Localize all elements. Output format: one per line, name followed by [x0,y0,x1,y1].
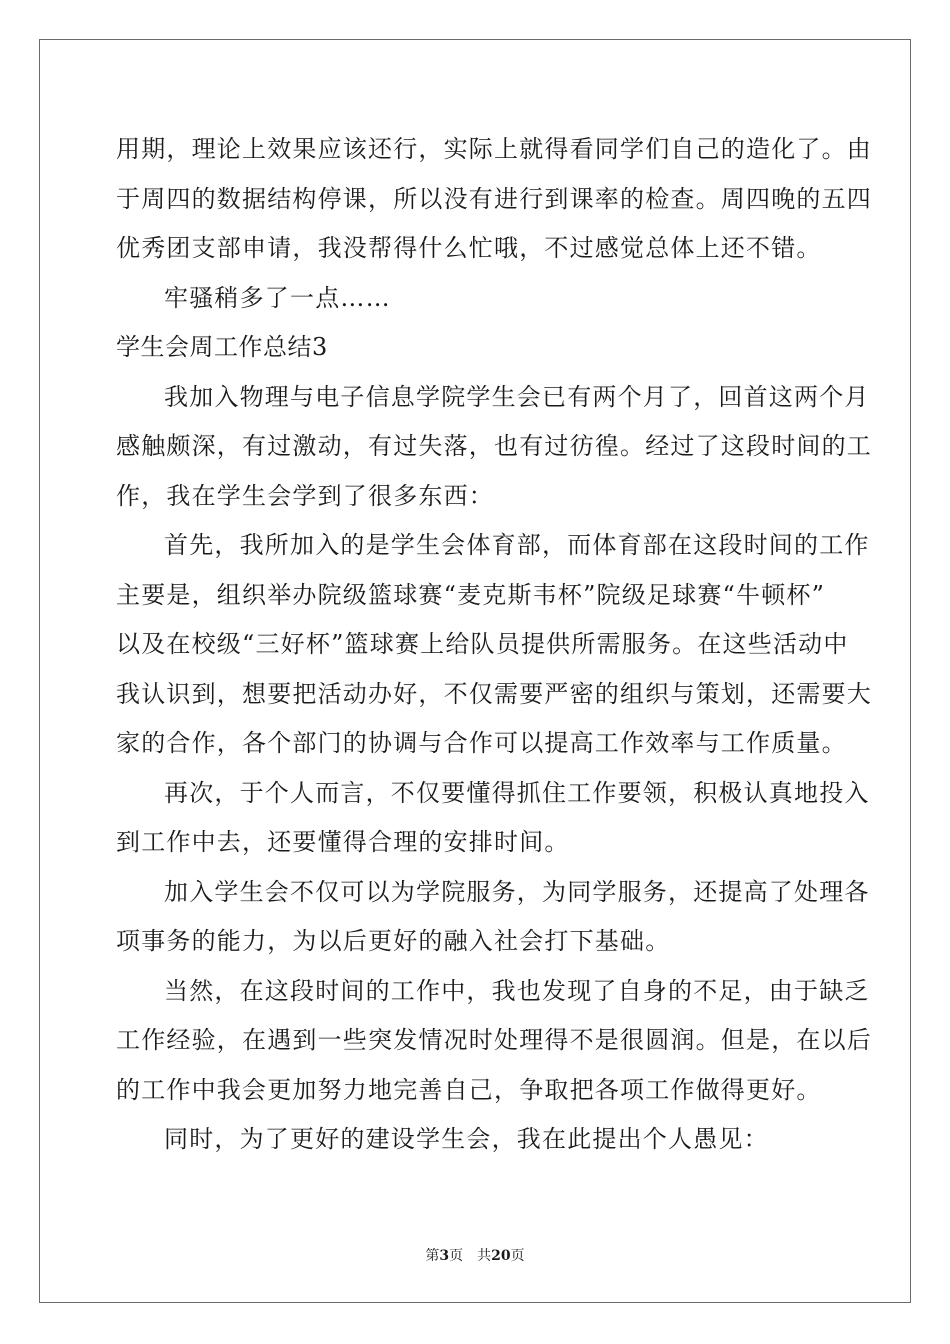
text-line-14: 再次，于个人而言，不仅要懂得抓住工作要领，积极认真地投入 [164,778,870,807]
page-prefix: 第 [425,1248,440,1264]
text-line-16: 加入学生会不仅可以为学院服务，为同学服务，还提高了处理各 [164,877,870,906]
page-suffix: 页 [449,1248,464,1264]
text-line-13: 家的合作，各个部门的协调与合作可以提高工作效率与工作质量。 [116,729,847,757]
text-line-3: 优秀团支部申请，我没帮得什么忙哦，不过感觉总体上还不错。 [116,234,822,262]
total-pages: 20 [491,1248,511,1264]
text-line-21: 同时，为了更好的建设学生会，我在此提出个人愚见： [164,1125,769,1153]
document-body [116,125,872,1165]
text-line-1: 用期，理论上效果应该还行，实际上就得看同学们自己的造化了。由 [116,135,872,163]
total-suffix: 页 [510,1248,525,1264]
text-line-9: 首先，我所加入的是学生会体育部，而体育部在这段时间的工作 [164,531,870,559]
text-line-4: 牢骚稍多了一点…… [164,283,391,312]
text-line-12: 我认识到，想要把活动办好，不仅需要严密的组织与策划，还需要大 [116,679,872,708]
text-line-6: 我加入物理与电子信息学院学生会已有两个月了，回首这两个月 [164,382,870,411]
text-line-2: 于周四的数据结构停课，所以没有进行到课率的检查。周四晚的五四 [116,184,872,213]
text-line-8: 作，我在学生会学到了很多东西： [116,481,494,510]
page-number: 3 [439,1248,450,1264]
text-line-20: 的工作中我会更加努力地完善自己，争取把各项工作做得更好。 [116,1075,822,1104]
text-line-15: 到工作中去，还要懂得合理的安排时间。 [116,828,570,856]
text-line-7: 感触颇深，有过激动，有过失落，也有过彷徨。经过了这段时间的工 [116,432,872,460]
total-prefix: 共 [477,1248,492,1264]
section-heading: 学生会周工作总结3 [116,333,328,361]
text-line-17: 项事务的能力，为以后更好的融入社会打下基础。 [116,927,671,955]
text-line-10: 主要是，组织举办院级篮球赛“麦克斯韦杯”院级足球赛“牛顿杯” [116,580,826,609]
text-line-18: 当然，在这段时间的工作中，我也发现了自身的不足，由于缺乏 [164,976,870,1005]
text-line-11: 以及在校级“三好杯”篮球赛上给队员提供所需服务。在这些活动中 [116,630,849,658]
page-footer [0,1245,950,1265]
text-line-19: 工作经验，在遇到一些突发情况时处理得不是很圆润。但是，在以后 [116,1026,872,1054]
